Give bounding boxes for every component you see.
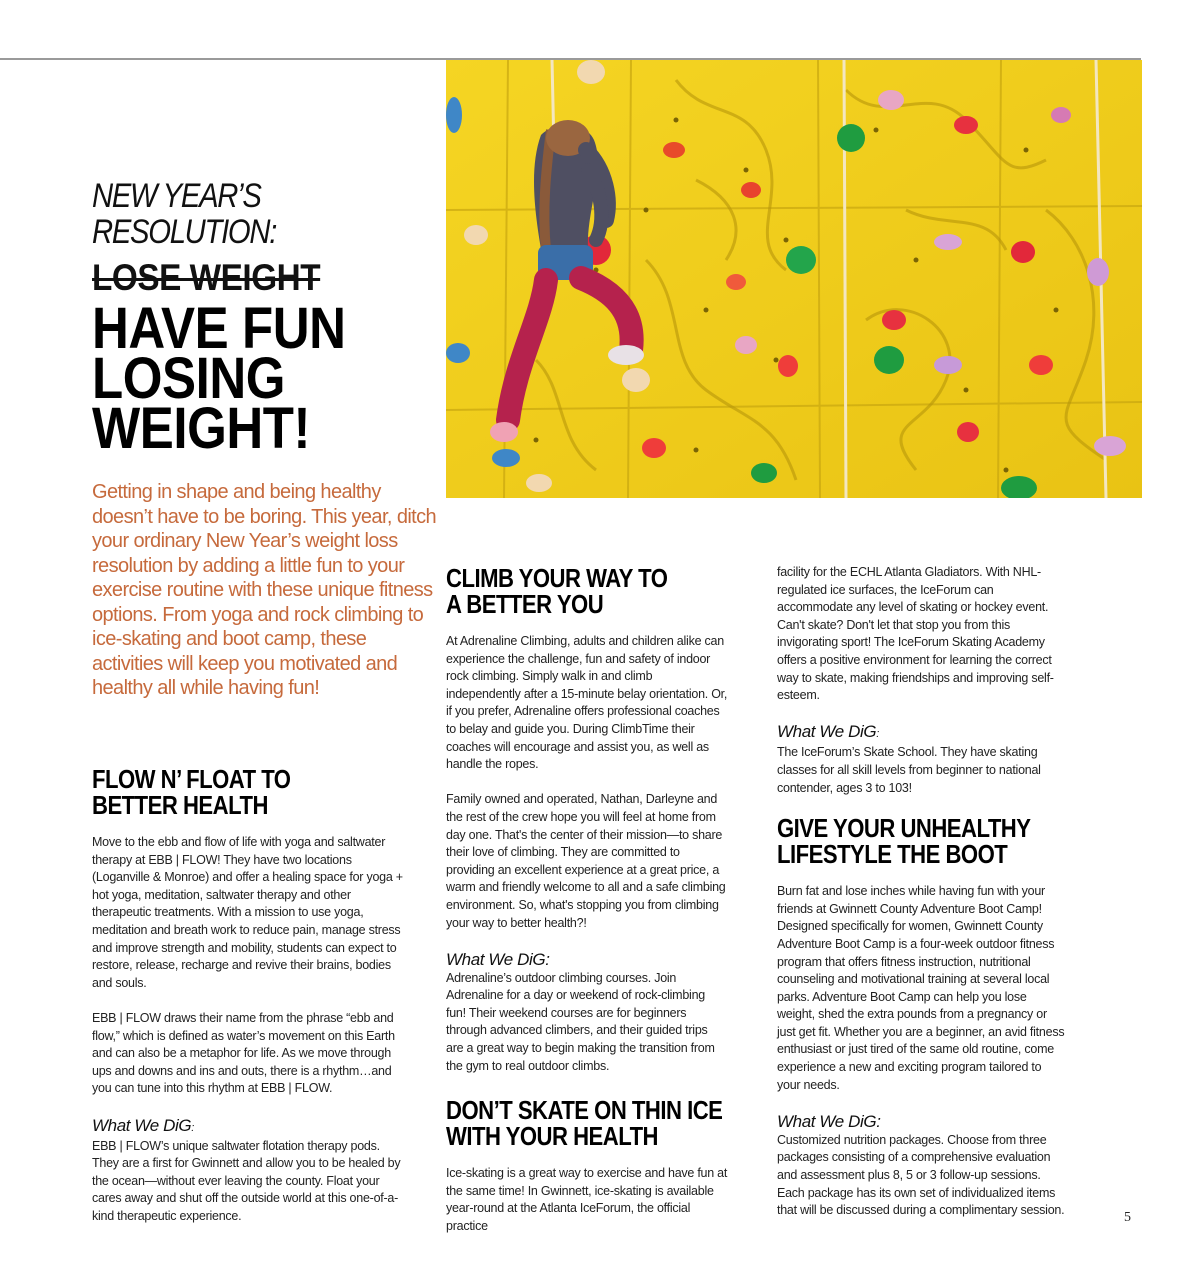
climb-heading-line-2: A BETTER YOU [446,589,604,619]
headline-kicker [92,178,376,250]
flow-wwd-colon: : [191,1121,194,1134]
climb-heading [446,565,686,617]
boot-heading-line-2: LIFESTYLE THE BOOT [777,839,1008,870]
boot-heading [777,813,1031,870]
flow-what-we-dig-label [92,1116,404,1138]
skate-wwd-text: What We DiG [777,722,877,742]
climb-paragraph-1: At Adrenaline Climbing, adults and children alike can experience the challenge, fun and safety of indoor rock climbing. Simply walk in and climb independently after a 15-minute belay orientation. Or, if you prefer, Adrenaline offers professional coaches to belay and guide you. During ClimbTime their coaches will encourage and assist you, as well as handle the ropes. [446,634,728,772]
flow-paragraph-1: Move to the ebb and flow of life with yoga and saltwater therapy at EBB | FLOW! They have two locations (Loganville & Monroe) and offer a healing space for yoga + hot yoga, meditation, saltwater therapy and other therapeutic treatments. With a mission to use yoga, meditation and breath work to reduce pain, manage stress and improve strength and mobility, students can expect to restore, release, recharge and revive their brains, bodies and souls. [92,835,403,990]
kicker-line-2: RESOLUTION: [92,213,277,251]
skate-heading-line-2: WITH YOUR HEALTH [446,1121,659,1152]
boot-what-we-dig-text: Customized nutrition packages. Choose from three packages consisting of a comprehensive evaluation and assessment plus 8, 5 or 3 follow-up sessions. Each package has its own set of individualized items that will be discussed during a complimentary session. [777,1132,1065,1218]
skate-wwd-colon: : [876,728,879,741]
flow-what-we-dig-text: EBB | FLOW’s unique saltwater flotation therapy pods. They are a first for Gwinnett and allow you to be healed by the ocean—without ever leaving the county. Float your cares away and shut off the outside world at this one-of-a-kind therapeutic experience. [92,1138,401,1223]
skate-heading [446,1095,723,1152]
skate-boot-section [777,564,1067,1237]
title-line-2: LOSING [92,346,286,411]
flow-heading-line-2: BETTER HEALTH [92,790,268,820]
struck-headline: LOSE WEIGHT [92,257,321,298]
skate-paragraph-1: Ice-skating is a great way to exercise and have fun at the same time! In Gwinnett, ice-skating is available year-round at the Atlanta IceForum, the official practice [446,1166,728,1234]
page-title [92,296,346,461]
climb-heading-line-1: CLIMB YOUR WAY TO [446,563,668,593]
skate-heading-line-1: DON’T SKATE ON THIN ICE [446,1095,723,1126]
boot-what-we-dig-label: What We DiG: [777,1111,881,1131]
rock-climbing-photo [446,60,1142,498]
climb-what-we-dig-text: Adrenaline’s outdoor climbing courses. Join Adrenaline for a day or weekend of rock-climbing fun! Their weekend courses are for beginners through advanced climbers, and their guided trips are a great way to begin making the transition from the gym to real outdoor climbs. [446,970,715,1073]
skate-paragraph-1-continued: facility for the ECHL Atlanta Gladiators. With NHL-regulated ice surfaces, the IceForum can accommodate any level of skating or hockey event. Can't skate? Don't let that stop you from this invigorating sport! The IceForum Skating Academy offers a positive environment for learning the correct way to skate, making friendships and improving self-esteem. [777,565,1054,703]
title-line-3: WEIGHT! [92,396,311,461]
climb-what-we-dig-label: What We DiG: [446,949,550,969]
boot-paragraph-1: Burn fat and lose inches while having fun with your friends at Gwinnett County Adventure Boot Camp! Designed specifically for women, Gwinnett County Adventure Boot Camp is a four-week outdoor fitness program that offers fitness instruction, nutritional counseling and motivational training at several local parks. Adventure Boot Camp can help you lose weight, shed the extra pounds from a pregnancy or just get fit. Whether you are a beginner, an avid fitness enthusiast or just tired of the same old routine, come experience a new and exciting program tailored to your needs. [777,884,1065,1092]
skate-what-we-dig-text: The IceForum’s Skate School. They have skating classes for all skill levels from beginner to national contender, ages 3 to 103! [777,745,1041,795]
flow-section [92,766,404,1243]
flow-heading [92,766,357,818]
boot-heading-line-1: GIVE YOUR UNHEALTHY [777,813,1031,844]
skate-what-we-dig-label [777,722,1067,744]
climb-paragraph-2: Family owned and operated, Nathan, Darleyne and the rest of the crew hope you will feel at home from day one. That's the center of their mission—to share their love of climbing. They are committed to providing an excellent experience at a great price, a warm and friendly welcome to all and a safe climbing environment. So, what's stopping you from climbing your way to better health?! [446,792,726,930]
page-number: 5 [1124,1210,1131,1225]
intro-paragraph: Getting in shape and being healthy doesn’t have to be boring. This year, ditch your ordinary New Year’s weight loss resolution by adding a little fun to your exercise routine with these unique fitness options. From yoga and rock climbing to ice-skating and boot camp, these activities will keep you motivated and healthy all while having fun! [92,481,437,699]
title-line-1: HAVE FUN [92,296,346,361]
kicker-line-1: NEW YEAR’S [92,177,261,215]
flow-paragraph-2: EBB | FLOW draws their name from the phrase “ebb and flow,” which is defined as water’s movement on this Earth and can also be a metaphor for life. As we move through ups and downs and ins and outs, there is a rhythm…and you can tune into this rhythm at EBB | FLOW. [92,1010,395,1096]
climb-section [446,565,728,1253]
flow-heading-line-1: FLOW N’ FLOAT TO [92,764,291,794]
flow-wwd-text: What We DiG [92,1115,192,1135]
